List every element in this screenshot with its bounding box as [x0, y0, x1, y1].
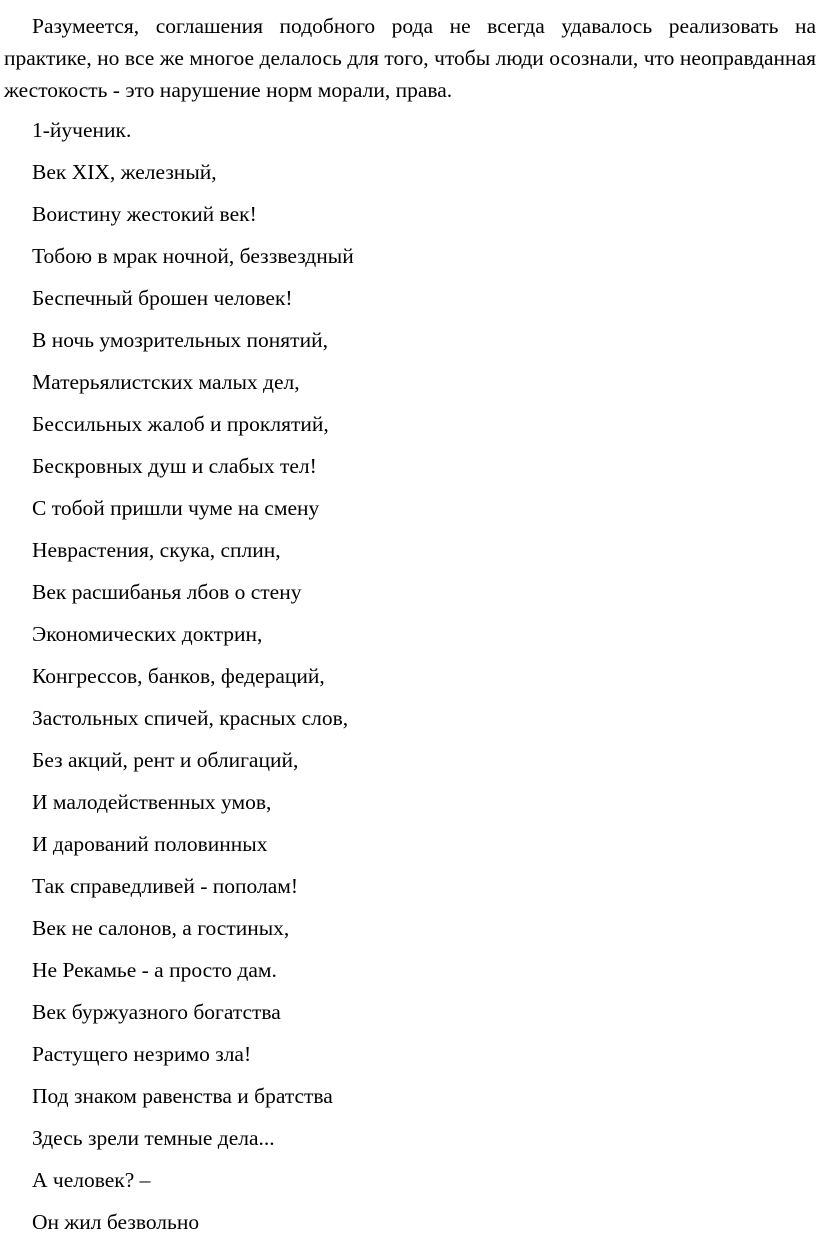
- poem-line: Без акций, рент и облигаций,: [32, 748, 299, 772]
- poem-line: Матерьялистских малых дел,: [32, 370, 300, 394]
- poem-line: Растущего незримо зла!: [32, 1042, 252, 1066]
- poem-line: Воистину жестокий век!: [32, 202, 257, 226]
- poem-line: Беспечный брошен человек!: [32, 286, 293, 310]
- poem-line: А человек? –: [32, 1168, 151, 1192]
- speaker-label: 1-йученик.: [32, 118, 132, 142]
- poem-line: Не Рекамье - а просто дам.: [32, 958, 277, 982]
- poem-line: В ночь умозрительных понятий,: [32, 328, 328, 352]
- poem-line: Конгрессов, банков, федераций,: [32, 664, 325, 688]
- poem-line: Так справедливей - пополам!: [32, 874, 299, 898]
- poem-line: Неврастения, скука, сплин,: [32, 538, 281, 562]
- poem-line: С тобой пришли чуме на смену: [32, 496, 320, 520]
- poem-line: Он жил безвольно: [32, 1210, 200, 1234]
- intro-paragraph: Разумеется, соглашения подобного рода не всегда удавалось реализовать на практике, но все же многое делалось для того, чтобы люди осознали, что неоправданная жестокость - это нарушение норм морали, права.: [4, 14, 816, 102]
- poem-line: Бескровных душ и слабых тел!: [32, 454, 317, 478]
- poem-lines: [32, 114, 354, 1248]
- poem-line: Век не салонов, а гостиных,: [32, 916, 290, 940]
- poem-line: Экономических доктрин,: [32, 622, 263, 646]
- poem-line: Бессильных жалоб и проклятий,: [32, 412, 329, 436]
- poem-line: Тобою в мрак ночной, беззвездный: [32, 244, 354, 268]
- poem-line: Застольных спичей, красных слов,: [32, 706, 349, 730]
- poem-line: Век расшибанья лбов о стену: [32, 580, 302, 604]
- poem-line: И малодейственных умов,: [32, 790, 272, 814]
- poem-line: Здесь зрели темные дела...: [32, 1126, 275, 1150]
- poem-line: Под знаком равенства и братства: [32, 1084, 333, 1108]
- poem-line: Век буржуазного богатства: [32, 1000, 281, 1024]
- poem-line: Век XIX, железный,: [32, 160, 217, 184]
- poem-line: И дарований половинных: [32, 832, 268, 856]
